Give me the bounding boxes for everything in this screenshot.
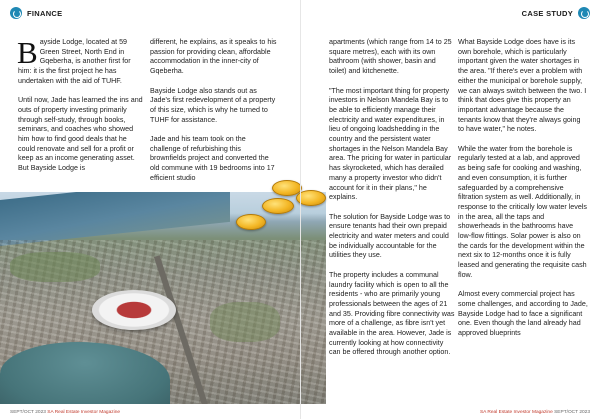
aerial-city-photo — [0, 192, 326, 404]
page-footer-right — [480, 410, 590, 415]
footer-magazine: SA Real Estate Investor Magazine — [479, 410, 553, 415]
article-paragraph: different, he explains, as it speaks to his passion for providing clean, affordable accommodation in the inner-city of Gqeberha. — [150, 38, 277, 76]
article-paragraph: The property includes a communal laundry facility which is open to all the residents - who are primarily young professionals between the ages of 21 and 35. Providing fibre connectivity was more of a challenge, as fibre isn't yet available in the area. However, Jade is currently looking at how connectivity can be offered through another option. — [329, 270, 455, 357]
article-column-3 — [329, 38, 455, 358]
drop-cap: B — [17, 35, 38, 70]
article-column-1 — [17, 35, 143, 174]
footer-issue: SEPT/OCT 2023 — [554, 410, 590, 415]
section-header-case-study — [522, 6, 590, 20]
magazine-logo-icon — [10, 7, 22, 19]
article-paragraph: apartments (which range from 14 to 25 square metres), each with its own bathroom (with shower, basin and toilet) and kitchenette. — [329, 38, 452, 76]
footer-magazine: SA Real Estate Investor Magazine — [47, 410, 121, 415]
article-paragraph: The solution for Bayside Lodge was to ensure tenants had their own prepaid electricity and water meters and could be individually accountable for the utilities they use. — [329, 212, 451, 260]
section-label: CASE STUDY — [521, 8, 573, 18]
page-footer-left — [10, 410, 120, 415]
article-paragraph: What Bayside Lodge does have is its own borehole, which is particularly important given the water shortages in the area. "If there's ever a problem with either the municipal or borehole supply, we can always switch between the two. I think that does give this property an important advantage because the tenants know that they're always going to have water," he notes. — [458, 38, 587, 134]
photo-sea — [0, 192, 230, 246]
footer-issue: SEPT/OCT 2023 — [10, 410, 46, 415]
right-page — [300, 0, 600, 419]
section-header-finance — [10, 6, 62, 20]
article-paragraph: Until now, Jade has learned the ins and outs of property investing primarily through self-study, through books, seminars, and coaches who showed him how to find good deals that he could renovate and sell for a profit or keep as an income generating asset. But Bayside Lodge is — [18, 96, 143, 173]
article-paragraph: Bayside Lodge also stands out as Jade's first redevelopment of a property of this size, which is why he turned to TUHF for assistance. — [150, 86, 276, 124]
article-paragraph: Almost every commercial project has some challenges, and according to Jade, Bayside Lodge had to face a significant one. Even though the land already had approved blueprints — [458, 290, 588, 338]
article-column-4 — [458, 38, 588, 339]
article-paragraph: While the water from the borehole is regularly tested at a lab, and approved as being safe for cooking and washing, and even consumption, it is further safeguarded by a comprehensive filtration system as well. Additionally, in response to the critically low water levels in the area, all the taps and showerheads in the bathrooms have low-flow fittings. Solar power is also on the cards for the development within the next six to 12-months once it is fully leased and generating the requisite cash flow. — [458, 144, 587, 279]
section-label: FINANCE — [27, 8, 63, 18]
article-paragraph: "The most important thing for property investors in Nelson Mandela Bay is to be able to efficiently manage their electricity and water expenditures, in lieu of ongoing loadshedding in the country and the persistent water shortages in the Nelson Mandela Bay area. The pricing for water in particular has skyrocketed, which has derailed many a property investor who didn't account for it in their plans," he explains. — [329, 86, 452, 202]
article-paragraph: Bayside Lodge, located at 59 Green Street, North End in Gqeberha, is another first for him: it is the first project he has undertaken with the aid of TUHF. — [17, 35, 131, 85]
magazine-logo-icon — [578, 7, 590, 19]
article-column-2 — [150, 38, 278, 184]
photo-stadium — [92, 290, 176, 330]
article-paragraph: Jade and his team took on the challenge of refurbishing this brownfields project and converted the old commune with 19 bedrooms into 17 efficient studio — [150, 135, 275, 182]
